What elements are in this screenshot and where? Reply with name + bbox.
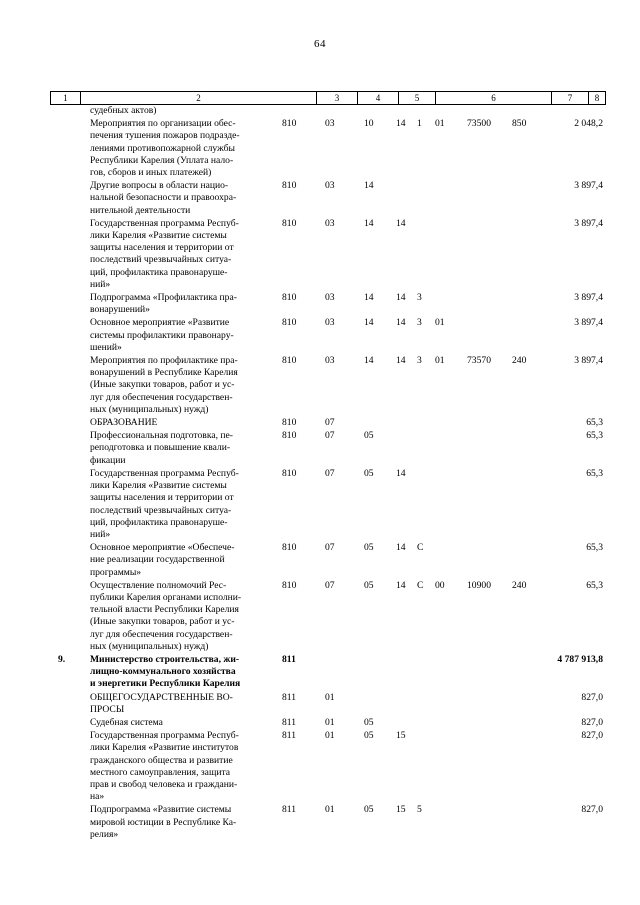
row-name: Государственная программа Респуб- лики Карелия «Развитие системы защиты населения и территории от последствий чрезвычайных ситуа- ций, профилактика правонаруше- ний» [90, 217, 239, 290]
row-name: Министерство строительства, жи- лищно-коммунального хозяйства и энергетики Республики Карелия [90, 653, 241, 690]
row-col-6b: 3 [417, 292, 422, 304]
table-row [0, 179, 640, 217]
row-col-8: 2 048,2 [574, 118, 603, 130]
row-name: Государственная программа Респуб- лики Карелия «Развитие системы защиты населения и территории от последствий чрезвычайных ситуа- ций, профилактика правонаруше- ний» [90, 467, 239, 540]
header-col-3: 3 [317, 92, 358, 104]
row-col-3: 810 [282, 417, 297, 429]
row-col-5: 05 [364, 542, 374, 554]
row-col-4: 03 [325, 180, 335, 192]
row-col-8: 65,3 [586, 430, 603, 442]
row-col-8: 827,0 [581, 691, 603, 703]
row-col-3: 810 [282, 579, 297, 591]
header-col-8: 8 [589, 92, 606, 104]
row-col-5: 05 [364, 430, 374, 442]
row-col-8: 65,3 [586, 579, 603, 591]
row-name: Государственная программа Респуб- лики Карелия «Развитие институтов гражданского общества и развитие местного самоуправления, защита прав и свобод человека и граждани- на» [90, 730, 239, 803]
row-col-6c: 01 [435, 355, 445, 367]
row-col-7: 240 [512, 579, 527, 591]
header-col-7: 7 [552, 92, 589, 104]
row-col-6d: 10900 [467, 579, 491, 591]
row-col-3: 810 [282, 355, 297, 367]
row-num: 9. [58, 653, 66, 665]
row-col-4: 07 [325, 430, 335, 442]
row-col-5: 10 [364, 118, 374, 130]
header-col-2: 2 [81, 92, 317, 104]
row-col-4: 07 [325, 542, 335, 554]
row-col-3: 811 [282, 653, 296, 665]
row-col-3: 810 [282, 217, 297, 229]
row-col-4: 01 [325, 716, 335, 728]
row-name: Судебная система [90, 716, 163, 728]
table-row [0, 117, 640, 179]
row-col-3: 810 [282, 317, 297, 329]
row-name: Основное мероприятие «Развитие системы профилактики правонару- шений» [90, 317, 234, 353]
table-row [0, 416, 640, 429]
row-col-7: 850 [512, 118, 527, 130]
row-col-3: 811 [282, 716, 297, 728]
row-col-6a: 14 [396, 118, 406, 130]
row-col-6a: 14 [396, 542, 406, 554]
row-col-4: 03 [325, 355, 335, 367]
row-col-6a: 14 [396, 217, 406, 229]
row-col-6a: 15 [396, 804, 406, 816]
row-col-5: 14 [364, 355, 374, 367]
row-name: Мероприятия по организации обес- печения тушения пожаров подразде- лениями противопожарной службы Республики Карелия (Уплата нало- гов, сборов и иных платежей) [90, 118, 240, 179]
row-name: Подпрограмма «Профилактика пра- вонарушений» [90, 292, 237, 316]
row-name: Другие вопросы в области нацио- нальной безопасности и правоохра- нительной деятельности [90, 180, 237, 216]
row-col-8: 3 897,4 [574, 292, 603, 304]
row-col-3: 811 [282, 730, 297, 742]
row-col-5: 14 [364, 317, 374, 329]
row-col-4: 01 [325, 804, 335, 816]
row-col-4: 03 [325, 118, 335, 130]
row-col-4: 01 [325, 730, 335, 742]
row-col-4: 03 [325, 217, 335, 229]
table-row [0, 429, 640, 467]
row-col-6b: 3 [417, 355, 422, 367]
table-row [0, 716, 640, 729]
row-name: Подпрограмма «Развитие системы мировой юстиции в Республике Ка- релия» [90, 804, 237, 840]
row-name: судебных актов) [90, 105, 157, 116]
table-row [0, 653, 640, 691]
row-name: Мероприятия по профилактике пра- вонарушений в Республике Карелия (Иные закупки товаров, работ и ус- луг для обеспечения государствен- ных (муниципальных) нужд) [90, 355, 238, 415]
row-col-8: 827,0 [581, 716, 603, 728]
row-col-6a: 14 [396, 579, 406, 591]
table-row [0, 217, 640, 291]
row-col-8: 827,0 [581, 730, 603, 742]
row-col-5: 05 [364, 467, 374, 479]
table-row [0, 541, 640, 579]
row-col-3: 810 [282, 292, 297, 304]
table-row [0, 291, 640, 316]
table-row [0, 579, 640, 653]
page-number: 64 [314, 38, 326, 50]
row-col-8: 3 897,4 [574, 317, 603, 329]
row-col-3: 810 [282, 542, 297, 554]
row-name: ОБЩЕГОСУДАРСТВЕННЫЕ ВО- ПРОСЫ [90, 691, 233, 715]
row-col-6a: 14 [396, 467, 406, 479]
row-col-4: 07 [325, 467, 335, 479]
row-col-6b: С [417, 579, 424, 591]
row-col-5: 05 [364, 730, 374, 742]
row-col-6b: 1 [417, 118, 422, 130]
row-col-5: 05 [364, 716, 374, 728]
row-col-8: 65,3 [586, 417, 603, 429]
row-col-5: 14 [364, 180, 374, 192]
row-col-3: 811 [282, 691, 297, 703]
row-col-6b: 5 [417, 804, 422, 816]
row-col-3: 810 [282, 430, 297, 442]
table-row [0, 104, 640, 117]
row-name: Основное мероприятие «Обеспече- ние реализации государственной программы» [90, 542, 235, 578]
row-col-8: 3 897,4 [574, 180, 603, 192]
row-name: Осуществление полномочий Рес- публики Карелия органами исполни- тельной власти Республики Карелия (Иные закупки товаров, работ и ус- луг для обеспечения государствен- ных (муниципальных) нужд) [90, 579, 242, 652]
row-col-5: 14 [364, 217, 374, 229]
table-body [0, 104, 640, 841]
row-col-4: 07 [325, 417, 335, 429]
table-header [50, 91, 606, 105]
row-col-6c: 01 [435, 317, 445, 329]
row-col-4: 03 [325, 292, 335, 304]
row-col-3: 810 [282, 180, 297, 192]
table-row [0, 467, 640, 541]
row-col-8: 65,3 [586, 542, 603, 554]
row-col-8: 4 787 913,8 [557, 653, 603, 665]
table-row [0, 729, 640, 803]
row-col-6d: 73570 [467, 355, 491, 367]
row-col-6a: 14 [396, 317, 406, 329]
table-row [0, 316, 640, 354]
row-col-8: 3 897,4 [574, 355, 603, 367]
table-row [0, 803, 640, 841]
row-col-5: 05 [364, 579, 374, 591]
row-col-8: 827,0 [581, 804, 603, 816]
row-col-6b: 3 [417, 317, 422, 329]
row-col-3: 810 [282, 467, 297, 479]
row-col-3: 811 [282, 804, 297, 816]
header-col-1: 1 [51, 92, 81, 104]
row-col-6a: 14 [396, 292, 406, 304]
row-col-6c: 01 [435, 118, 445, 130]
row-col-4: 01 [325, 691, 335, 703]
row-col-3: 810 [282, 118, 297, 130]
row-col-6c: 00 [435, 579, 445, 591]
row-col-6b: С [417, 542, 424, 554]
row-col-6a: 14 [396, 355, 406, 367]
row-col-5: 14 [364, 292, 374, 304]
row-col-4: 07 [325, 579, 335, 591]
row-col-7: 240 [512, 355, 527, 367]
row-col-6a: 15 [396, 730, 406, 742]
table-row [0, 354, 640, 416]
row-name: Профессиональная подготовка, пе- реподготовка и повышение квали- фикации [90, 430, 233, 466]
header-col-6: 6 [436, 92, 552, 104]
row-col-4: 03 [325, 317, 335, 329]
row-col-5: 05 [364, 804, 374, 816]
header-col-5: 5 [399, 92, 436, 104]
row-name: ОБРАЗОВАНИЕ [90, 417, 158, 429]
row-col-8: 3 897,4 [574, 217, 603, 229]
table-row [0, 691, 640, 716]
row-col-6d: 73500 [467, 118, 491, 130]
row-col-8: 65,3 [586, 467, 603, 479]
header-col-4: 4 [358, 92, 399, 104]
